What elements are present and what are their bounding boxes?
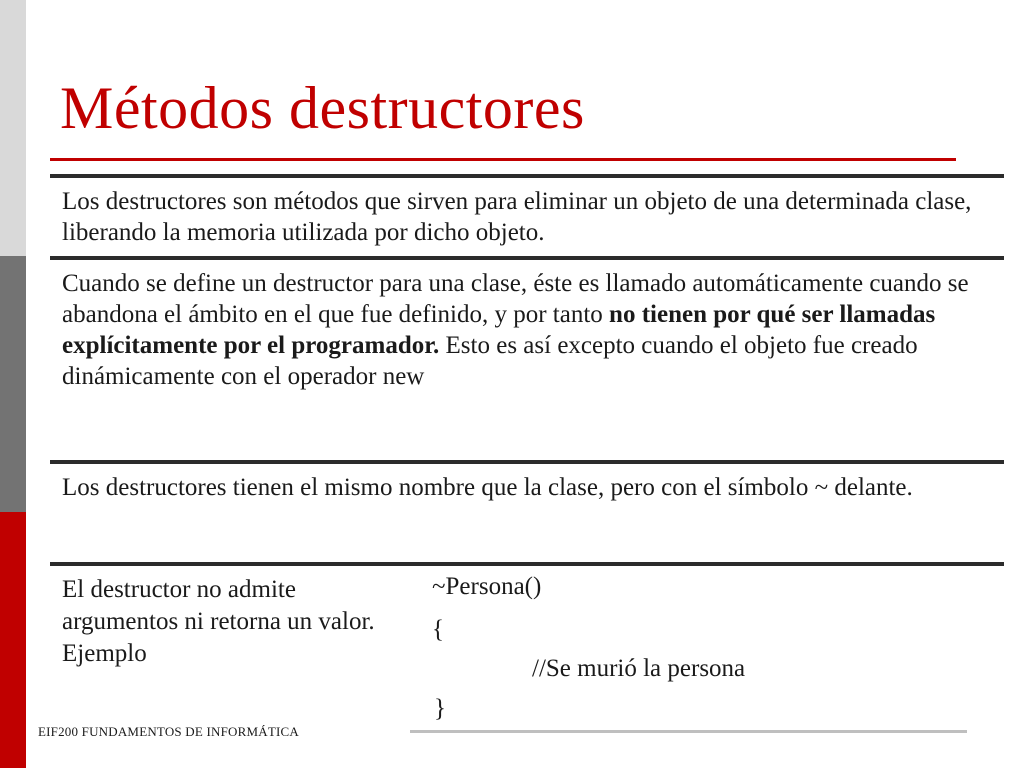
divider-1 bbox=[50, 174, 1004, 178]
paragraph-automatic-call bbox=[62, 268, 992, 392]
footer-course-name: EIF200 FUNDAMENTOS DE INFORMÁTICA bbox=[38, 724, 299, 739]
code-line-signature: ~Persona() bbox=[432, 573, 542, 600]
paragraph-definition: Los destructores son métodos que sirven para eliminar un objeto de una determinada clase, liberando la memoria utilizada por dicho objeto. bbox=[62, 188, 972, 246]
code-line-comment: //Se murió la persona bbox=[532, 655, 746, 682]
code-line-close-brace: } bbox=[434, 695, 446, 722]
accent-bar-red-segment bbox=[0, 512, 26, 768]
paragraph-automatic-call-text: Cuando se define un destructor para una clase, éste es llamado automáticamente cuando se abandona el ámbito en el que fue definido, y por tanto bbox=[62, 270, 969, 328]
divider-4 bbox=[50, 562, 1004, 566]
paragraph-automatic-call-tail: Esto es así excepto cuando el objeto fue creado dinámicamente con el operador new bbox=[62, 332, 918, 390]
accent-bar-gray-segment bbox=[0, 256, 26, 512]
code-line-open-brace: { bbox=[432, 616, 444, 643]
divider-2 bbox=[50, 256, 1004, 260]
paragraph-automatic-call-emphasis: no tienen por qué ser llamadas explícitamente por el programador. bbox=[62, 301, 936, 359]
title-underline bbox=[50, 158, 956, 161]
left-accent-bar bbox=[0, 0, 26, 768]
accent-bar-light-segment bbox=[0, 0, 26, 256]
footer-rule bbox=[410, 730, 967, 733]
paragraph-no-arguments: El destructor no admite argumentos ni retorna un valor. Ejemplo bbox=[62, 576, 375, 667]
slide-title: Métodos destructores bbox=[60, 75, 585, 141]
paragraph-naming: Los destructores tienen el mismo nombre que la clase, pero con el símbolo ~ delante. bbox=[62, 474, 913, 501]
divider-3 bbox=[50, 460, 1004, 464]
